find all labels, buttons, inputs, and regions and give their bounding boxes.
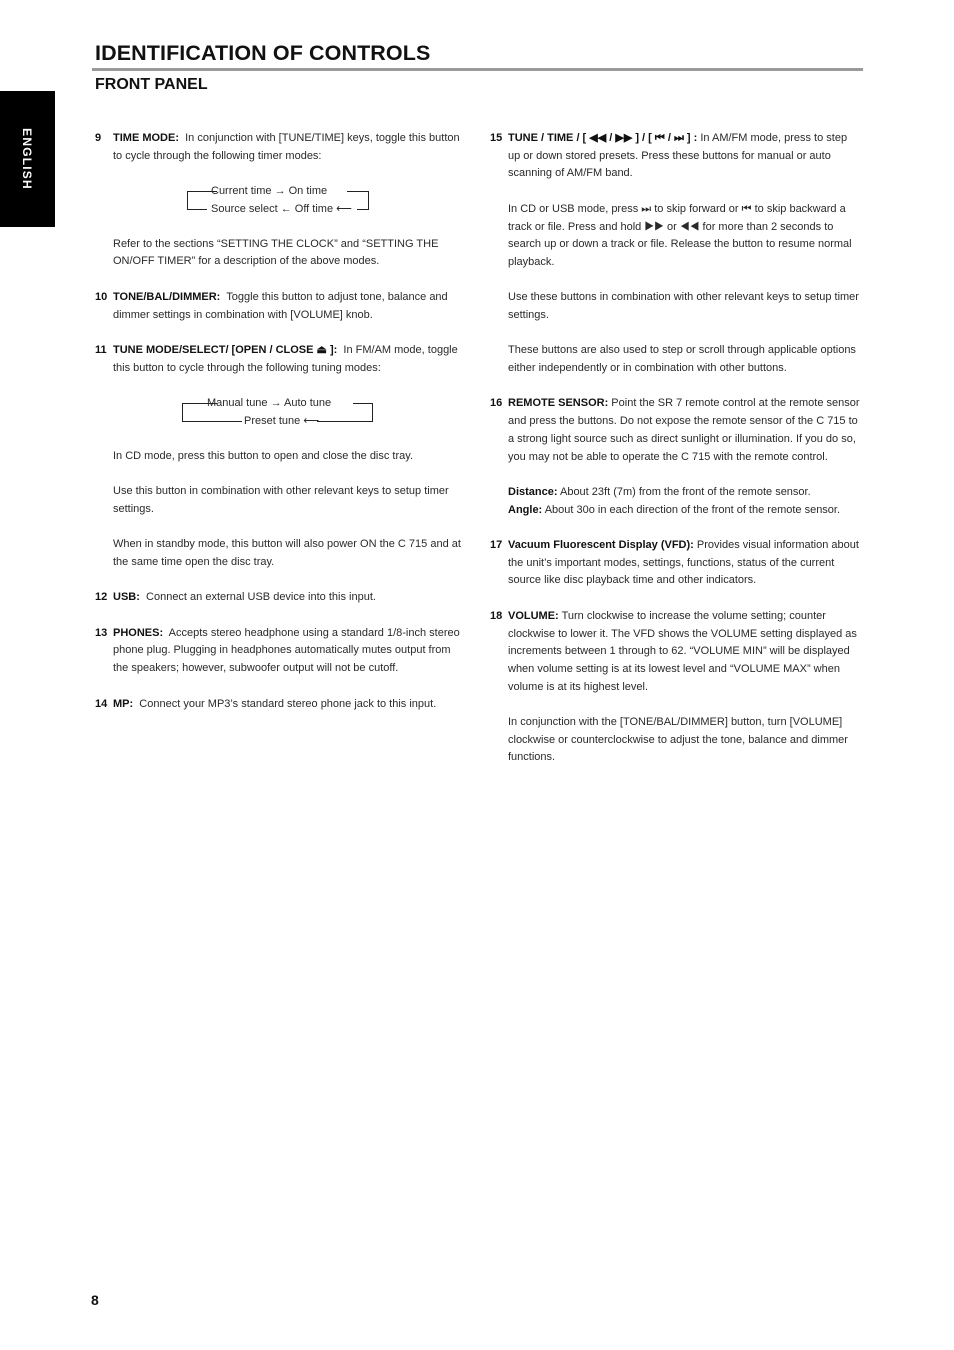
control-item-13: [95, 625, 465, 678]
item-text: Point the SR 7 remote control at the remote sensor and press the buttons. Do not expose the remote sensor of the C 715 to a strong light source such as direct sunlight or illumination. If you do so, you may not be able to operate the C 715 with the remote control.: [508, 397, 860, 463]
item-text: In FM/AM mode, toggle this button to cycle through the following tuning modes:: [113, 343, 458, 374]
item-number: 18: [490, 609, 503, 622]
item-label: MP:: [113, 697, 134, 710]
right-column: [490, 130, 862, 785]
item-paragraph: Use this button in combination with other relevant keys to setup timer settings.: [113, 485, 449, 515]
item-text: Turn clockwise to increase the volume setting; counter clockwise to lower it. The VFD shows the VOLUME setting displayed as increments between 1 through to 62. “VOLUME MIN” will be displayed when volume setting is at its lowest level and “VOLUME MAX” when volume is at its highest level.: [508, 609, 857, 693]
diagram-top-row: Manual tune → Auto tune: [207, 397, 332, 410]
item-number: 12: [95, 591, 108, 604]
control-item-15: [490, 130, 862, 183]
item-text: Provides visual information about the unit’s important modes, settings, functions, status of the current source like disc playback time and other indicators.: [508, 539, 859, 587]
item-paragraph: Use these buttons in combination with other relevant keys to setup timer settings.: [508, 291, 859, 321]
timer-mode-diagram: [95, 183, 465, 218]
diagram-top-row: Current time → On time: [211, 185, 328, 198]
section-subtitle: FRONT PANEL: [95, 76, 208, 93]
language-tab: [0, 91, 55, 227]
item-label: VOLUME:: [508, 609, 559, 622]
item-paragraph: In CD or USB mode, press ⏭ to skip forward or ⏮ to skip backward a track or file. Press and hold ▶▶ or ◀◀ for more than 2 seconds to search up or down a track or file. Release the button to resume normal playback.: [508, 202, 852, 268]
item-number: 11: [95, 343, 107, 356]
page-title: IDENTIFICATION OF CONTROLS: [95, 41, 431, 65]
item-label: TUNE MODE/SELECT/ [OPEN / CLOSE ⏏ ]:: [113, 343, 338, 356]
item-label: Vacuum Fluorescent Display (VFD):: [508, 539, 694, 552]
item-paragraph: When in standby mode, this button will also power ON the C 715 and at the same time open the disc tray.: [113, 538, 461, 568]
control-item-18: [490, 608, 862, 697]
item-number: 14: [95, 697, 108, 710]
item-label: REMOTE SENSOR:: [508, 397, 609, 410]
diagram-bottom-row: Preset tune ⟵: [244, 414, 320, 427]
sensor-specs: [508, 484, 862, 519]
item-number: 15: [490, 132, 503, 144]
item-number: 13: [95, 626, 108, 639]
page-number: 8: [91, 1292, 99, 1308]
item-label: TIME MODE:: [113, 132, 179, 144]
tuning-mode-diagram: [95, 395, 465, 430]
item-label: TUNE / TIME / [ ◀◀ / ▶▶ ] / [ ⏮ / ⏭ ] :: [508, 132, 698, 144]
angle-text: About 30o in each direction of the front of the remote sensor.: [544, 503, 841, 516]
item-number: 9: [95, 132, 102, 144]
item-label: USB:: [113, 591, 140, 604]
item-number: 16: [490, 397, 503, 410]
item-label: PHONES:: [113, 626, 164, 639]
item-number: 17: [490, 539, 503, 552]
item-paragraph: These buttons are also used to step or scroll through applicable options either independently or in combination with other buttons.: [508, 344, 856, 375]
control-item-10: [95, 289, 465, 324]
item-text: Connect your MP3’s standard stereo phone jack to this input.: [139, 697, 437, 710]
item-paragraph: In CD mode, press this button to open and close the disc tray.: [113, 449, 414, 462]
language-tab-label: ENGLISH: [20, 128, 34, 190]
diagram-bottom-row: Source select ← Off time ⟵: [211, 202, 352, 215]
control-item-11: [95, 342, 465, 377]
control-item-9: [95, 130, 465, 165]
item-text: Connect an external USB device into this input.: [146, 591, 376, 604]
item-text: In conjunction with [TUNE/TIME] keys, toggle this button to cycle through the following timer modes:: [113, 132, 460, 162]
item-note: Refer to the sections “SETTING THE CLOCK” and “SETTING THE ON/OFF TIMER” for a description of the above modes.: [113, 237, 439, 268]
item-label: TONE/BAL/DIMMER:: [113, 290, 221, 303]
control-item-17: [490, 537, 862, 590]
control-item-16: [490, 395, 862, 466]
left-column: [95, 130, 465, 731]
item-text: In AM/FM mode, press to step up or down stored presets. Press these buttons for manual or auto scanning of AM/FM band.: [508, 132, 848, 180]
item-text: Accepts stereo headphone using a standard 1/8-inch stereo phone plug. Plugging in headphones automatically mutes output from the speakers; however, subwoofer output will not be cutoff.: [113, 626, 460, 675]
control-item-12: [95, 589, 465, 607]
angle-label: Angle:: [508, 503, 543, 516]
distance-label: Distance:: [508, 485, 558, 498]
title-divider: [92, 68, 863, 71]
item-paragraph: In conjunction with the [TONE/BAL/DIMMER] button, turn [VOLUME] clockwise or counterclockwise to adjust the tone, balance and dimmer functions.: [508, 716, 848, 764]
item-number: 10: [95, 290, 108, 303]
distance-text: About 23ft (7m) from the front of the remote sensor.: [559, 485, 811, 498]
item-text: Toggle this button to adjust tone, balance and dimmer settings in combination with [VOLUME] knob.: [113, 290, 448, 321]
control-item-14: [95, 696, 465, 714]
